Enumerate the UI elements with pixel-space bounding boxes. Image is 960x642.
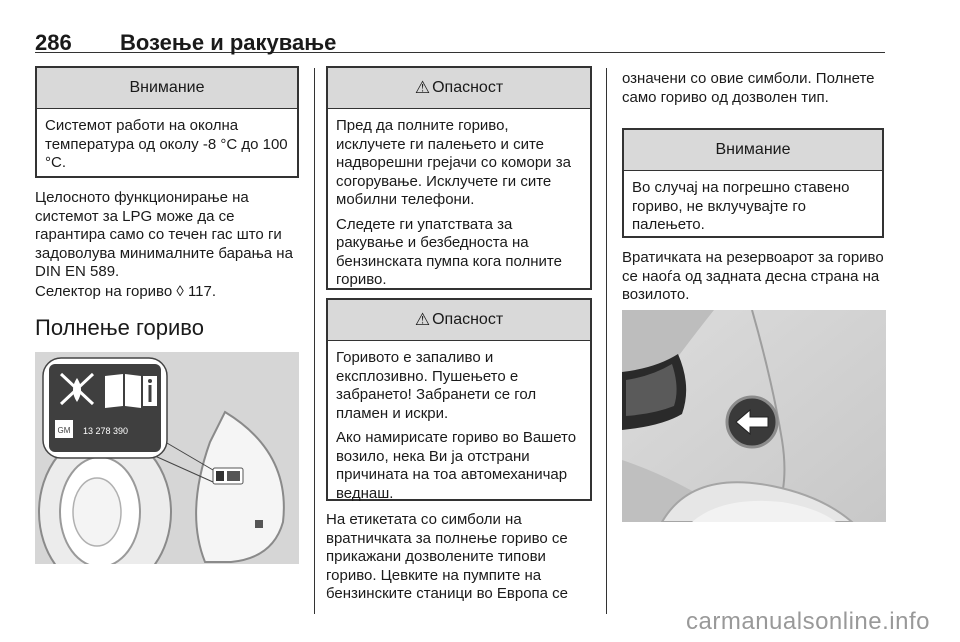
page-header bbox=[35, 12, 885, 53]
notice-box bbox=[622, 128, 884, 238]
car-rear-illustration bbox=[622, 310, 886, 522]
notice-text: Во случај на погрешно ставено гориво, не вклучувајте го палењето. bbox=[632, 179, 850, 233]
info-icon bbox=[143, 376, 157, 406]
danger-text: Горивото е запаливо и експлозивно. Пушењето е забрането! Забранети се гол пламен и искри. bbox=[336, 349, 537, 422]
chapter-title: Возење и ракување bbox=[120, 30, 337, 55]
flap-location-paragraph: Вратичката на резервоарот за гориво се наоѓа од задната десна страна на возилото. bbox=[622, 249, 884, 303]
warning-triangle-icon: ⚠ bbox=[414, 78, 431, 97]
column-divider bbox=[606, 68, 607, 614]
danger-box bbox=[326, 298, 592, 501]
notice-title: Внимание bbox=[624, 130, 882, 171]
notice-box bbox=[35, 66, 299, 178]
label-part-number: 13 278 390 bbox=[83, 426, 129, 436]
danger-box bbox=[326, 66, 592, 290]
danger-text: Ако намирисате гориво во Вашето возило, нека Ви ја отстрани причината на тоа автомеханичар веднаш. bbox=[336, 429, 577, 502]
column-divider bbox=[314, 68, 315, 614]
fuel-flap-figure bbox=[35, 352, 299, 564]
car-rear-figure bbox=[622, 310, 886, 522]
danger-text: Пред да полните гориво, исклучете ги палењето и сите надворешни грејачи со комори за согорување. Исклучете ги сите мобилни телефони. bbox=[336, 117, 571, 208]
page-number: 286 bbox=[35, 30, 72, 55]
watermark: carmanualsonline.info bbox=[686, 608, 930, 635]
symbols-paragraph: означени со овие симболи. Полнете само гориво од дозволен тип. bbox=[622, 70, 875, 106]
notice-text: Системот работи на околна температура од околу -8 °C до 100 °C. bbox=[45, 117, 288, 171]
warning-triangle-icon: ⚠ bbox=[414, 310, 431, 329]
label-paragraph: На етикетата со симболи на вратничката за полнење гориво се прикажани дозволените типови гориво. Цевките на пумпите на бензинските станици во Европа се bbox=[326, 511, 569, 602]
label-brand: GM bbox=[57, 426, 71, 435]
danger-text: Следете ги упатствата за ракување и безбедноста на бензинската пумпа кога полните гориво. bbox=[336, 215, 562, 288]
danger-title: ⚠ Опасност bbox=[328, 68, 590, 109]
fuel-selector-ref: Селектор на гориво ◊ 117. bbox=[35, 283, 217, 300]
danger-title: ⚠ Опасност bbox=[328, 300, 590, 341]
owner-manual-icon bbox=[105, 374, 141, 408]
no-open-flame-icon bbox=[55, 370, 99, 408]
section-title: Полнење гориво bbox=[35, 315, 204, 340]
fuel-flap-illustration bbox=[35, 352, 299, 564]
lpg-paragraph: Целосното функционирање на системот за LPG може да се гарантира само со течен гас што ги задоволува минималните барања на DIN EN 589. bbox=[35, 189, 293, 280]
notice-title: Внимание bbox=[37, 68, 297, 109]
